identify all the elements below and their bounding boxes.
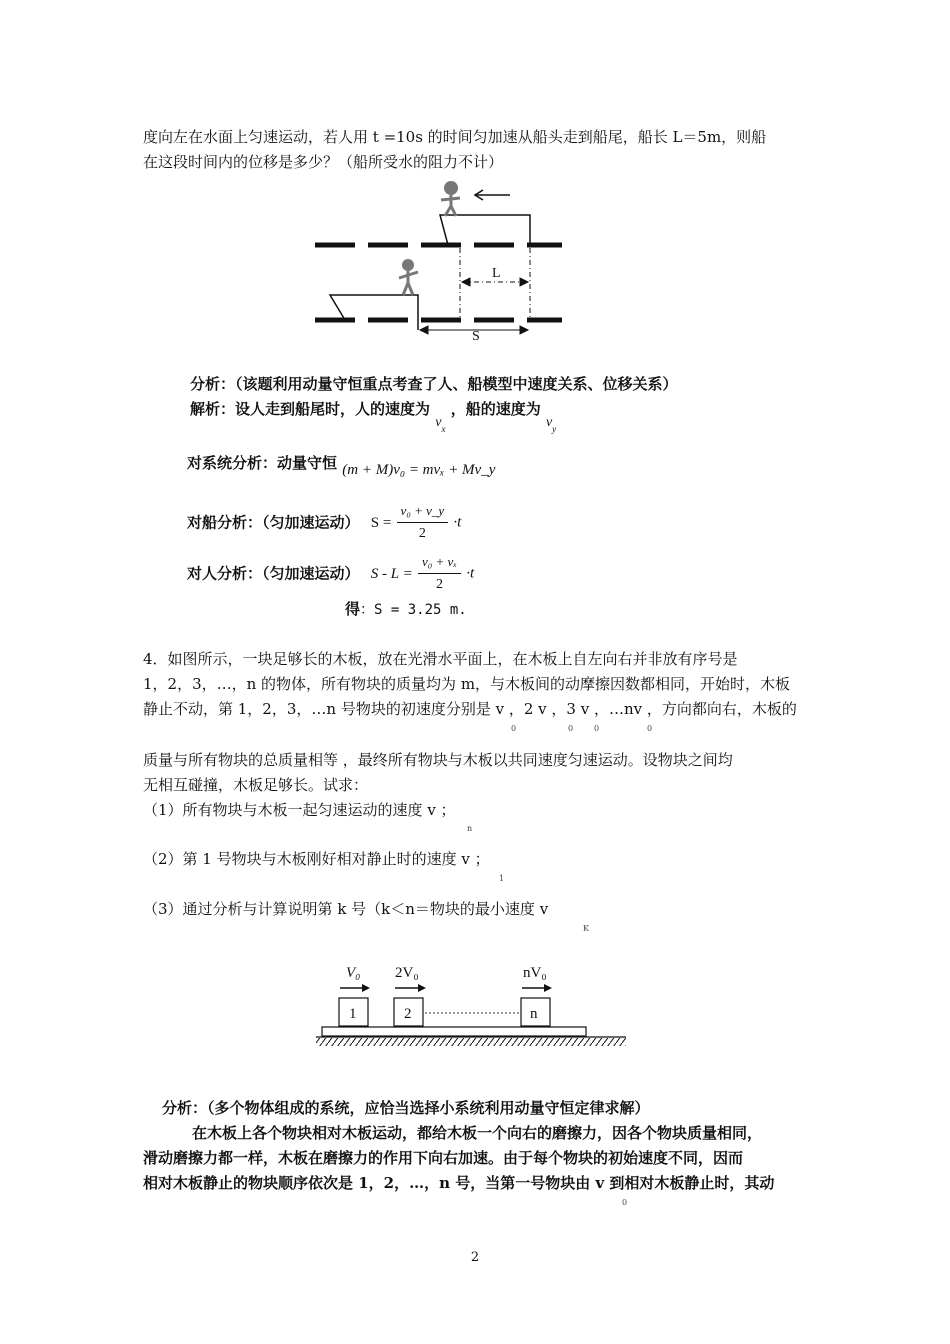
q3-subscript: K xyxy=(583,924,589,933)
analysis1-solve: 解析：设人走到船尾时，人的速度为 $v_x$ ，船的速度为 $v_y$ xyxy=(190,400,557,434)
page-number: 2 xyxy=(470,1250,480,1265)
vx-symbol: $v_x$ xyxy=(435,415,446,434)
person-top-icon xyxy=(441,181,460,216)
vy-symbol: $v_y$ xyxy=(545,415,557,434)
question-2: （2）第 1 号物块与木板刚好相对静止时的速度 v ； xyxy=(143,850,490,868)
analysis2-intro: 分析：（多个物体组成的系统，应恰当选择小系统利用动量守恒定律求解） xyxy=(162,1099,650,1117)
problem4-line5: 无相互碰撞，木板足够长。试求： xyxy=(143,776,369,794)
boat-fraction: $\frac{\text{v₀ + v\_y}}{2}$ xyxy=(397,500,449,545)
analysis2-p2: 滑动磨擦力都一样，木板在磨擦力的作用下向右加速。由于每个物块的初始速度不同，因而 xyxy=(143,1149,744,1167)
analysis2-p1: 在木板上各个物块相对木板运动，都给木板一个向右的磨擦力，因各个物块质量相同， xyxy=(192,1124,763,1142)
plank xyxy=(322,1027,586,1036)
boat-bottom xyxy=(330,295,418,330)
svg-text:n: n xyxy=(530,1006,538,1022)
result-line: 得：S = 3.25 m. xyxy=(345,600,467,618)
arrow-left-icon xyxy=(475,190,510,200)
boat-analysis: 对船分析：（匀加速运动） S = $\frac{\text{v₀ + v\_y}}{2}$ ·t xyxy=(187,500,461,548)
boat-top xyxy=(440,215,530,245)
velocity-label-n: nV₀ xyxy=(523,965,547,981)
label-S: S xyxy=(472,329,480,344)
velocity-label-1: V₀ xyxy=(346,965,361,981)
problem4-line1: 4．如图所示，一块足够长的木板，放在光滑水平面上，在木板上自左向右并非放有序号是 xyxy=(143,650,738,668)
question-3: （3）通过分析与计算说明第 k 号（k＜n＝物块的最小速度 v xyxy=(143,900,549,918)
svg-text:1: 1 xyxy=(349,1006,357,1022)
analysis2-p3: 相对木板静止的物块顺序依次是 1，2，…，n 号，当第一号物块由 v 到相对木板静止时，其动 xyxy=(143,1174,775,1192)
blocks-figure xyxy=(310,955,635,1055)
label-L: L xyxy=(492,266,501,281)
question-1: （1）所有物块与木板一起匀速运动的速度 v ； xyxy=(143,801,456,819)
momentum-equation: (m + M)v₀ = mvₓ + Mv_y xyxy=(342,462,496,478)
boat-figure xyxy=(300,170,580,350)
p3-subscript: 0 xyxy=(622,1198,628,1207)
q2-subscript: 1 xyxy=(499,874,505,883)
problem4-line3: 静止不动，第 1，2，3，…n 号物块的初速度分别是 v ，2 v ，3 v ，…nv ，方向都向右，木板的 xyxy=(143,700,797,718)
q1-subscript: n xyxy=(467,824,473,833)
problem3-line2: 在这段时间内的位移是多少？（船所受水的阻力不计） xyxy=(143,153,504,171)
problem3-line1: 度向左在水面上匀速运动，若人用 t =10s 的时间匀加速从船头走到船尾，船长 L＝5m，则船 xyxy=(143,128,767,146)
problem4-line4: 质量与所有物块的总质量相等 ，最终所有物块与木板以共同速度匀速运动。设物块之间均 xyxy=(143,751,733,769)
svg-text:2: 2 xyxy=(404,1006,412,1022)
person-bottom-icon xyxy=(399,259,418,295)
person-fraction: $\frac{\text{v₀ + vₓ}}{2}$ xyxy=(418,551,461,596)
system-analysis: 对系统分析：动量守恒 (m + M)v₀ = mvₓ + Mv_y xyxy=(187,454,496,478)
problem4-line2: 1，2，3，…，n 的物体，所有物块的质量均为 m，与木板间的动摩擦因数都相同，开始时，木板 xyxy=(143,675,791,693)
person-analysis: 对人分析：（匀加速运动） S - L = $\frac{\text{v₀ + vₓ}}{2}$ ·t xyxy=(187,551,474,599)
ground-hatch xyxy=(316,1038,626,1046)
analysis1-intro: 分析：（该题利用动量守恒重点考查了人、船模型中速度关系、位移关系） xyxy=(190,375,678,393)
velocity-label-2: 2V₀ xyxy=(395,965,419,981)
